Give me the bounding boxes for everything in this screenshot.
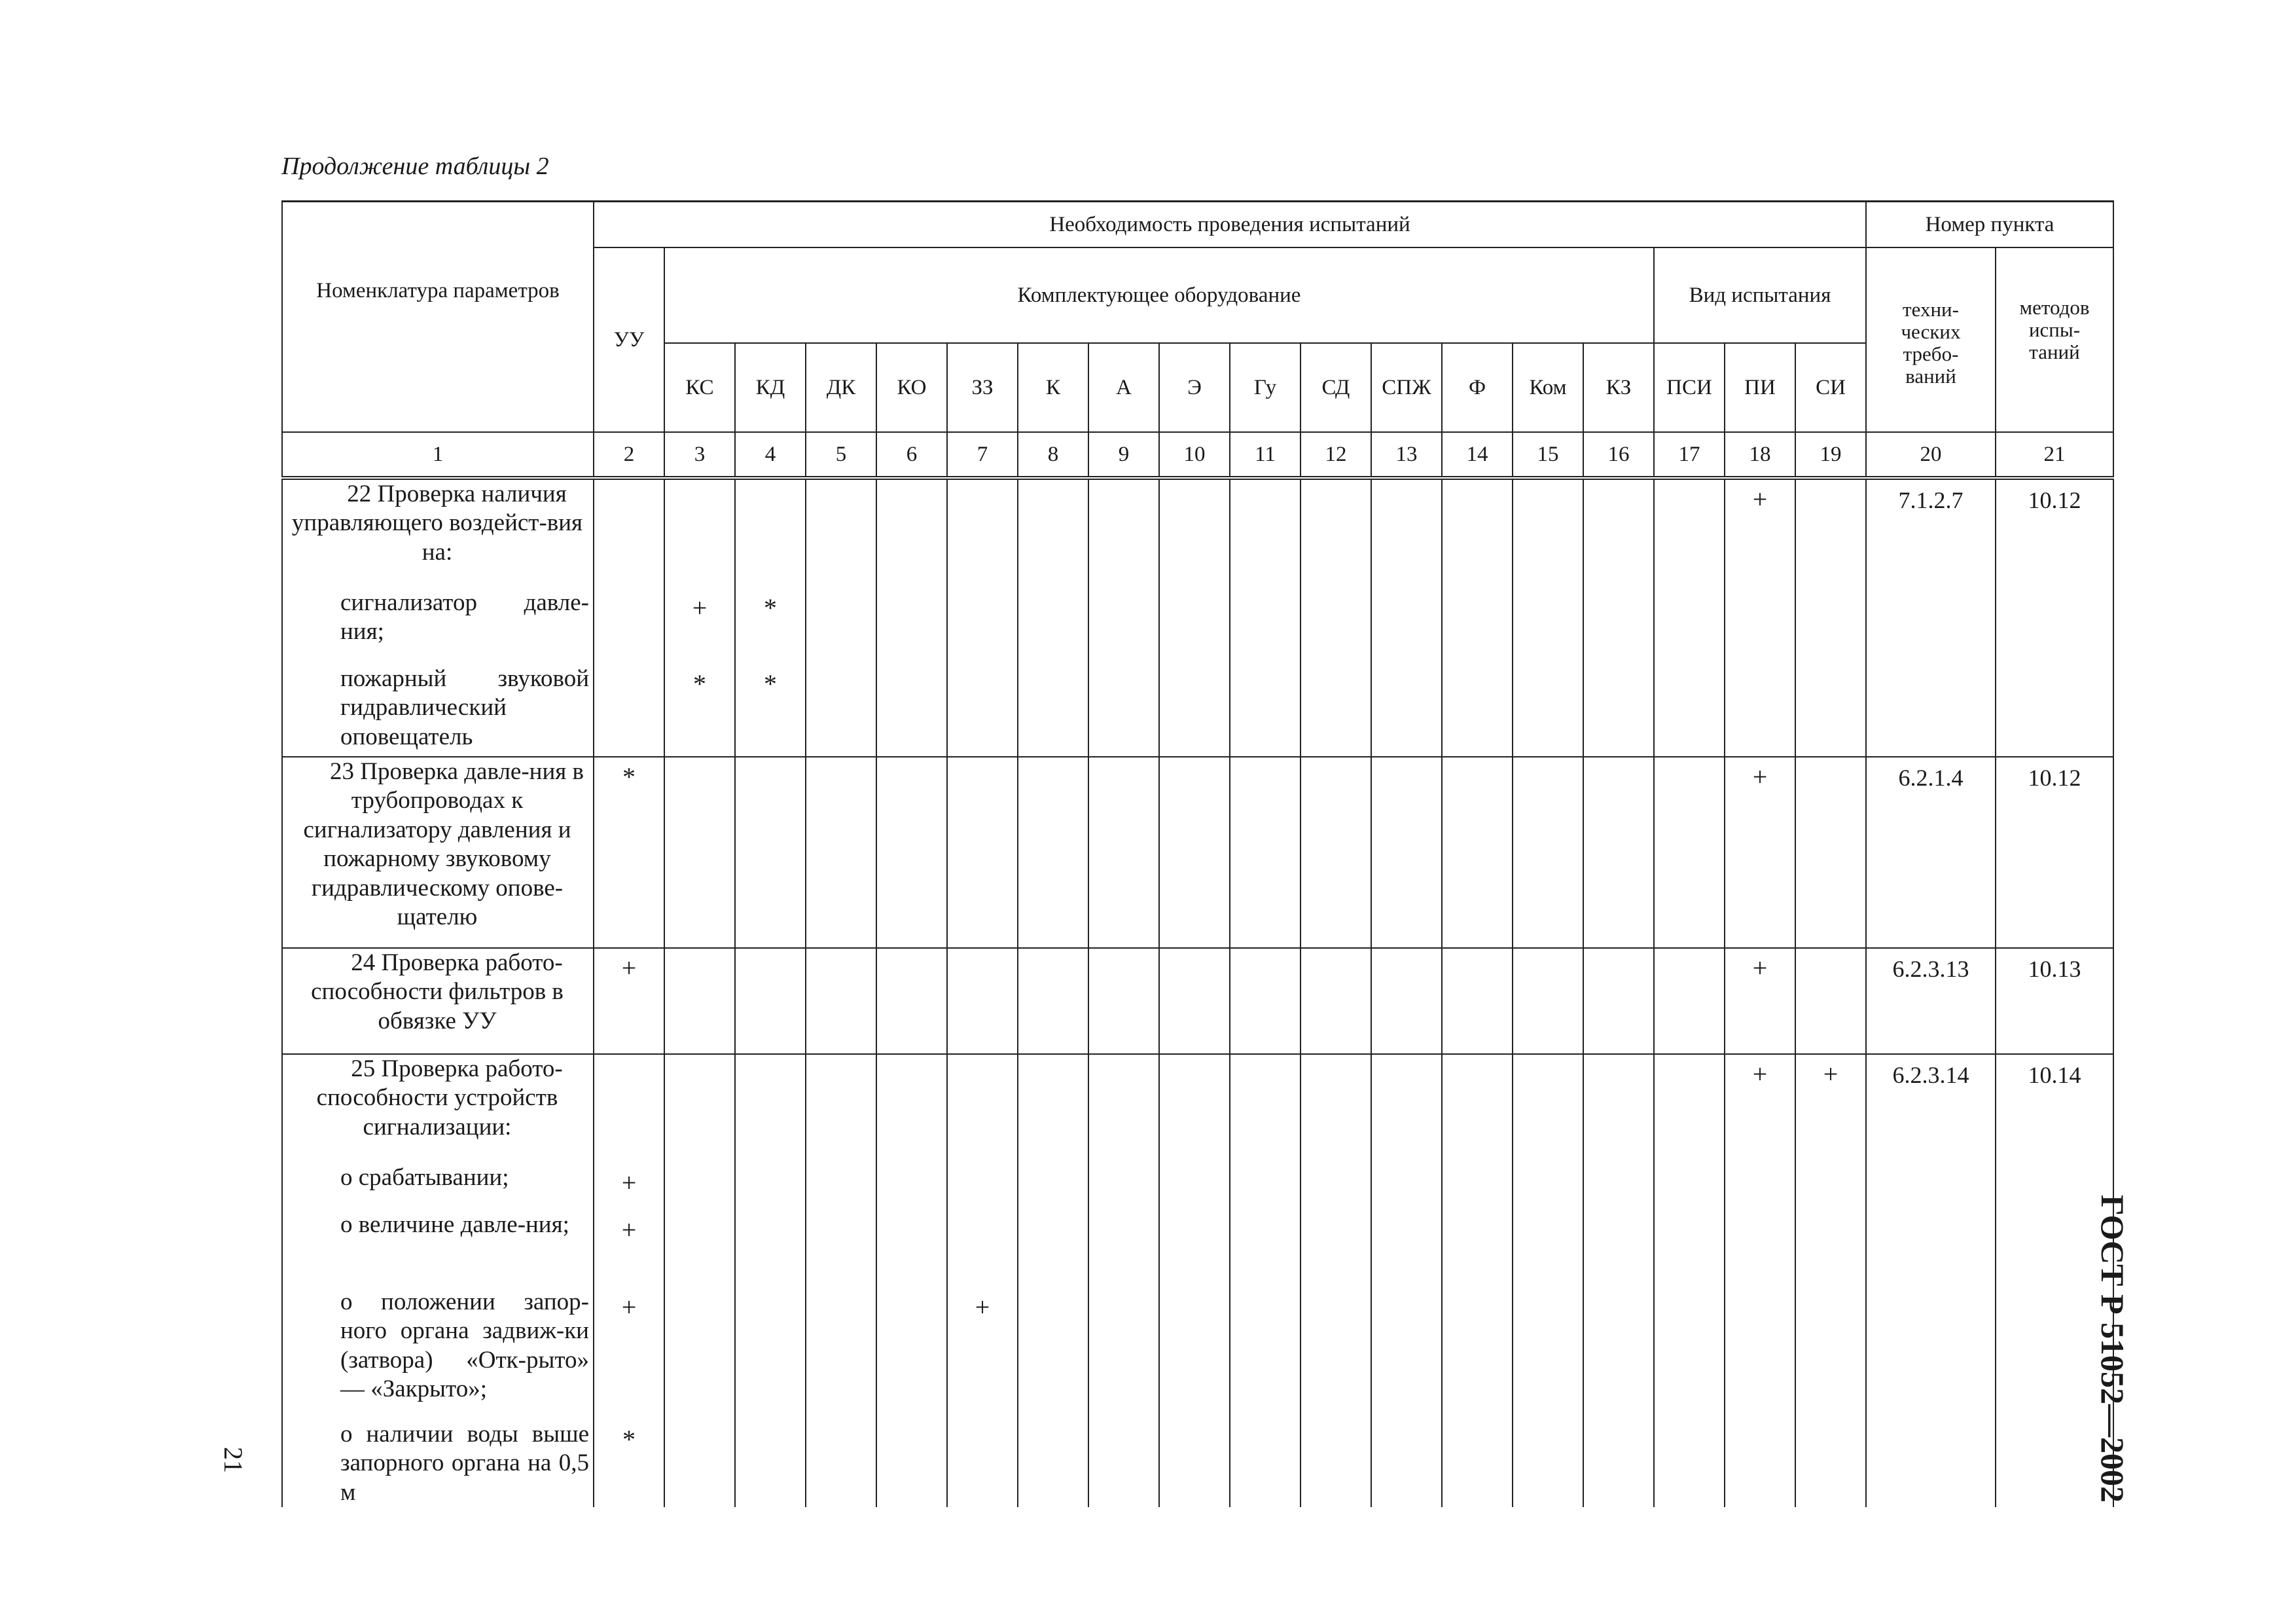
mark-cell-col-15 bbox=[1513, 589, 1583, 665]
mark-cell-col-14 bbox=[1442, 1054, 1513, 1163]
mark-cell-col-7 bbox=[947, 589, 1018, 665]
mark-cell-col-3 bbox=[664, 1163, 735, 1211]
mark-cell-col-18: + bbox=[1725, 1054, 1795, 1163]
tech-req-ref bbox=[1866, 1163, 1996, 1211]
table-row bbox=[282, 1163, 2113, 1211]
mark-cell-col-4 bbox=[735, 757, 806, 948]
tech-req-ref bbox=[1866, 1420, 1996, 1507]
mark-cell-col-13 bbox=[1371, 1288, 1442, 1420]
mark-cell-col-5 bbox=[806, 948, 876, 1054]
mark-cell-col-5 bbox=[806, 478, 876, 589]
mark-cell-col-18: + bbox=[1725, 478, 1795, 589]
parameter-name: 24 Проверка работо-способности фильтров в обвязке УУ bbox=[282, 948, 594, 1054]
tech-req-ref bbox=[1866, 1288, 1996, 1420]
mark-cell-col-8 bbox=[1018, 948, 1088, 1054]
col-header-component: Гу bbox=[1230, 343, 1300, 432]
col-header-test: ПИ bbox=[1725, 343, 1795, 432]
mark-cell-col-4 bbox=[735, 478, 806, 589]
mark-cell-col-17 bbox=[1654, 478, 1725, 589]
mark-cell-col-12 bbox=[1300, 757, 1371, 948]
mark-cell-col-13 bbox=[1371, 1163, 1442, 1211]
mark-cell-col-5 bbox=[806, 1211, 876, 1288]
mark-cell-col-7 bbox=[947, 1054, 1018, 1163]
test-method-ref: 10.14 bbox=[1996, 1054, 2113, 1163]
mark-cell-col-12 bbox=[1300, 1163, 1371, 1211]
mark-cell-col-10 bbox=[1159, 665, 1230, 757]
mark-cell-col-11 bbox=[1230, 1211, 1300, 1288]
mark-cell-col-6 bbox=[876, 1420, 947, 1507]
mark-cell-col-18 bbox=[1725, 1420, 1795, 1507]
col-header-component: СД bbox=[1300, 343, 1371, 432]
parameter-name: 25 Проверка работо-способности устройств сигнализации: bbox=[282, 1054, 594, 1163]
mark-cell-col-9 bbox=[1088, 1420, 1159, 1507]
mark-cell-col-10 bbox=[1159, 1211, 1230, 1288]
parameter-subitem: о наличии воды выше запорного органа на 0,5 м bbox=[282, 1420, 594, 1507]
mark-cell-col-12 bbox=[1300, 1288, 1371, 1420]
mark-cell-col-10 bbox=[1159, 757, 1230, 948]
mark-cell-col-14 bbox=[1442, 1211, 1513, 1288]
header-components: Комплектующее оборудование bbox=[664, 247, 1654, 343]
test-method-ref: 10.12 bbox=[1996, 757, 2113, 948]
col-header-component: ЗЗ bbox=[947, 343, 1018, 432]
mark-cell-col-7 bbox=[947, 665, 1018, 757]
mark-cell-col-9 bbox=[1088, 589, 1159, 665]
mark-cell-col-14 bbox=[1442, 1420, 1513, 1507]
mark-cell-col-6 bbox=[876, 1288, 947, 1420]
mark-cell-col-13 bbox=[1371, 589, 1442, 665]
test-method-ref bbox=[1996, 589, 2113, 665]
mark-cell-col-6 bbox=[876, 757, 947, 948]
mark-cell-col-7 bbox=[947, 948, 1018, 1054]
column-number: 1 bbox=[282, 432, 594, 478]
mark-cell-col-16 bbox=[1583, 1211, 1654, 1288]
mark-cell-col-8 bbox=[1018, 478, 1088, 589]
mark-cell-col-8 bbox=[1018, 665, 1088, 757]
mark-cell-col-17 bbox=[1654, 1054, 1725, 1163]
mark-cell-col-6 bbox=[876, 1211, 947, 1288]
mark-cell-col-9 bbox=[1088, 1054, 1159, 1163]
mark-cell-col-14 bbox=[1442, 1163, 1513, 1211]
mark-cell-col-10 bbox=[1159, 1288, 1230, 1420]
mark-cell-col-18 bbox=[1725, 665, 1795, 757]
mark-cell-col-2: * bbox=[594, 757, 664, 948]
column-number: 3 bbox=[664, 432, 735, 478]
mark-cell-col-3 bbox=[664, 1211, 735, 1288]
mark-cell-col-5 bbox=[806, 589, 876, 665]
mark-cell-col-17 bbox=[1654, 757, 1725, 948]
column-number: 19 bbox=[1795, 432, 1866, 478]
mark-cell-col-13 bbox=[1371, 665, 1442, 757]
mark-cell-col-14 bbox=[1442, 665, 1513, 757]
mark-cell-col-10 bbox=[1159, 478, 1230, 589]
mark-cell-col-2 bbox=[594, 478, 664, 589]
mark-cell-col-2 bbox=[594, 665, 664, 757]
mark-cell-col-16 bbox=[1583, 1420, 1654, 1507]
mark-cell-col-14 bbox=[1442, 478, 1513, 589]
table-row bbox=[282, 1420, 2113, 1507]
mark-cell-col-19 bbox=[1795, 1420, 1866, 1507]
mark-cell-col-16 bbox=[1583, 1054, 1654, 1163]
column-number: 7 bbox=[947, 432, 1018, 478]
test-method-ref: 10.12 bbox=[1996, 478, 2113, 589]
mark-cell-col-19 bbox=[1795, 1211, 1866, 1288]
mark-cell-col-6 bbox=[876, 948, 947, 1054]
mark-cell-col-18 bbox=[1725, 1288, 1795, 1420]
mark-cell-col-15 bbox=[1513, 757, 1583, 948]
mark-cell-col-11 bbox=[1230, 948, 1300, 1054]
mark-cell-col-9 bbox=[1088, 1211, 1159, 1288]
mark-cell-col-14 bbox=[1442, 589, 1513, 665]
column-number: 4 bbox=[735, 432, 806, 478]
parameter-subitem: пожарный звуковой гидравлический оповещатель bbox=[282, 665, 594, 757]
mark-cell-col-13 bbox=[1371, 1420, 1442, 1507]
mark-cell-col-8 bbox=[1018, 1288, 1088, 1420]
col-header-component: КО bbox=[876, 343, 947, 432]
test-method-ref: 10.13 bbox=[1996, 948, 2113, 1054]
mark-cell-col-5 bbox=[806, 1054, 876, 1163]
mark-cell-col-19 bbox=[1795, 665, 1866, 757]
col-header-component: ДК bbox=[806, 343, 876, 432]
document-title-vertical: ГОСТ Р 51052—2002 bbox=[2094, 1194, 2131, 1503]
mark-cell-col-15 bbox=[1513, 1288, 1583, 1420]
mark-cell-col-2: + bbox=[594, 1288, 664, 1420]
column-number: 6 bbox=[876, 432, 947, 478]
mark-cell-col-4: * bbox=[735, 589, 806, 665]
table-row bbox=[282, 948, 2113, 1054]
mark-cell-col-4 bbox=[735, 948, 806, 1054]
table-row bbox=[282, 1211, 2113, 1288]
mark-cell-col-8 bbox=[1018, 1211, 1088, 1288]
mark-cell-col-5 bbox=[806, 1420, 876, 1507]
table-row bbox=[282, 1054, 2113, 1163]
mark-cell-col-15 bbox=[1513, 478, 1583, 589]
mark-cell-col-6 bbox=[876, 1163, 947, 1211]
header-test-methods: методов испы- таний bbox=[1996, 247, 2113, 432]
tech-req-ref bbox=[1866, 665, 1996, 757]
header-necessity: Необходимость проведения испытаний bbox=[594, 202, 1866, 248]
test-requirements-table bbox=[281, 200, 2114, 1507]
mark-cell-col-9 bbox=[1088, 1288, 1159, 1420]
mark-cell-col-9 bbox=[1088, 948, 1159, 1054]
mark-cell-col-5 bbox=[806, 665, 876, 757]
header-uu: УУ bbox=[594, 247, 664, 432]
mark-cell-col-12 bbox=[1300, 1054, 1371, 1163]
mark-cell-col-4 bbox=[735, 1054, 806, 1163]
header-test-type: Вид испытания bbox=[1654, 247, 1866, 343]
mark-cell-col-17 bbox=[1654, 1288, 1725, 1420]
mark-cell-col-18 bbox=[1725, 1211, 1795, 1288]
tech-req-ref: 6.2.1.4 bbox=[1866, 757, 1996, 948]
mark-cell-col-7 bbox=[947, 478, 1018, 589]
mark-cell-col-16 bbox=[1583, 1163, 1654, 1211]
mark-cell-col-16 bbox=[1583, 589, 1654, 665]
parameter-subitem: о срабатывании; bbox=[282, 1163, 594, 1211]
tech-req-ref: 6.2.3.14 bbox=[1866, 1054, 1996, 1163]
tech-req-ref: 7.1.2.7 bbox=[1866, 478, 1996, 589]
mark-cell-col-3: + bbox=[664, 589, 735, 665]
mark-cell-col-12 bbox=[1300, 589, 1371, 665]
mark-cell-col-19: + bbox=[1795, 1054, 1866, 1163]
mark-cell-col-3 bbox=[664, 1288, 735, 1420]
page-number: 21 bbox=[219, 1447, 248, 1473]
mark-cell-col-16 bbox=[1583, 757, 1654, 948]
mark-cell-col-2: * bbox=[594, 1420, 664, 1507]
column-number: 17 bbox=[1654, 432, 1725, 478]
mark-cell-col-11 bbox=[1230, 757, 1300, 948]
mark-cell-col-8 bbox=[1018, 1054, 1088, 1163]
mark-cell-col-5 bbox=[806, 757, 876, 948]
mark-cell-col-16 bbox=[1583, 478, 1654, 589]
col-header-component: К bbox=[1018, 343, 1088, 432]
mark-cell-col-12 bbox=[1300, 1211, 1371, 1288]
col-header-component: Э bbox=[1159, 343, 1230, 432]
mark-cell-col-2: + bbox=[594, 1163, 664, 1211]
mark-cell-col-9 bbox=[1088, 478, 1159, 589]
mark-cell-col-15 bbox=[1513, 1211, 1583, 1288]
mark-cell-col-17 bbox=[1654, 948, 1725, 1054]
mark-cell-col-11 bbox=[1230, 589, 1300, 665]
mark-cell-col-15 bbox=[1513, 1163, 1583, 1211]
mark-cell-col-4 bbox=[735, 1211, 806, 1288]
mark-cell-col-11 bbox=[1230, 1420, 1300, 1507]
mark-cell-col-16 bbox=[1583, 1288, 1654, 1420]
mark-cell-col-7: + bbox=[947, 1288, 1018, 1420]
test-method-ref bbox=[1996, 665, 2113, 757]
mark-cell-col-8 bbox=[1018, 1420, 1088, 1507]
column-number: 13 bbox=[1371, 432, 1442, 478]
mark-cell-col-2: + bbox=[594, 948, 664, 1054]
mark-cell-col-4 bbox=[735, 1288, 806, 1420]
mark-cell-col-7 bbox=[947, 1163, 1018, 1211]
table-row bbox=[282, 478, 2113, 589]
mark-cell-col-18 bbox=[1725, 1163, 1795, 1211]
mark-cell-col-15 bbox=[1513, 1420, 1583, 1507]
mark-cell-col-7 bbox=[947, 1420, 1018, 1507]
mark-cell-col-4 bbox=[735, 1420, 806, 1507]
mark-cell-col-13 bbox=[1371, 1054, 1442, 1163]
mark-cell-col-10 bbox=[1159, 1054, 1230, 1163]
mark-cell-col-3 bbox=[664, 948, 735, 1054]
column-number: 10 bbox=[1159, 432, 1230, 478]
mark-cell-col-12 bbox=[1300, 1420, 1371, 1507]
mark-cell-col-17 bbox=[1654, 1420, 1725, 1507]
header-tech-req: техни- ческих требо- ваний bbox=[1866, 247, 1996, 432]
mark-cell-col-8 bbox=[1018, 757, 1088, 948]
mark-cell-col-11 bbox=[1230, 1054, 1300, 1163]
mark-cell-col-3: * bbox=[664, 665, 735, 757]
mark-cell-col-10 bbox=[1159, 1420, 1230, 1507]
table-row bbox=[282, 589, 2113, 665]
column-number: 16 bbox=[1583, 432, 1654, 478]
mark-cell-col-17 bbox=[1654, 665, 1725, 757]
mark-cell-col-9 bbox=[1088, 757, 1159, 948]
mark-cell-col-10 bbox=[1159, 589, 1230, 665]
mark-cell-col-11 bbox=[1230, 1288, 1300, 1420]
mark-cell-col-6 bbox=[876, 665, 947, 757]
table-caption: Продолжение таблицы 2 bbox=[281, 153, 549, 180]
header-item-number: Номер пункта bbox=[1866, 202, 2113, 248]
mark-cell-col-19 bbox=[1795, 948, 1866, 1054]
mark-cell-col-19 bbox=[1795, 1288, 1866, 1420]
mark-cell-col-3 bbox=[664, 757, 735, 948]
mark-cell-col-13 bbox=[1371, 1211, 1442, 1288]
mark-cell-col-17 bbox=[1654, 1211, 1725, 1288]
column-number: 11 bbox=[1230, 432, 1300, 478]
mark-cell-col-18: + bbox=[1725, 757, 1795, 948]
mark-cell-col-16 bbox=[1583, 665, 1654, 757]
mark-cell-col-9 bbox=[1088, 665, 1159, 757]
tech-req-ref bbox=[1866, 589, 1996, 665]
mark-cell-col-12 bbox=[1300, 478, 1371, 589]
mark-cell-col-3 bbox=[664, 1054, 735, 1163]
column-number: 5 bbox=[806, 432, 876, 478]
mark-cell-col-2 bbox=[594, 589, 664, 665]
col-header-component: КД bbox=[735, 343, 806, 432]
col-header-component: Ком bbox=[1513, 343, 1583, 432]
column-number: 15 bbox=[1513, 432, 1583, 478]
column-number: 14 bbox=[1442, 432, 1513, 478]
mark-cell-col-15 bbox=[1513, 665, 1583, 757]
table-row bbox=[282, 1288, 2113, 1420]
mark-cell-col-4 bbox=[735, 1163, 806, 1211]
column-number: 18 bbox=[1725, 432, 1795, 478]
col-header-component: КС bbox=[664, 343, 735, 432]
mark-cell-col-12 bbox=[1300, 948, 1371, 1054]
mark-cell-col-18: + bbox=[1725, 948, 1795, 1054]
column-number: 12 bbox=[1300, 432, 1371, 478]
col-header-component: КЗ bbox=[1583, 343, 1654, 432]
mark-cell-col-13 bbox=[1371, 478, 1442, 589]
mark-cell-col-10 bbox=[1159, 1163, 1230, 1211]
mark-cell-col-5 bbox=[806, 1163, 876, 1211]
mark-cell-col-15 bbox=[1513, 1054, 1583, 1163]
mark-cell-col-17 bbox=[1654, 1163, 1725, 1211]
mark-cell-col-10 bbox=[1159, 948, 1230, 1054]
mark-cell-col-6 bbox=[876, 478, 947, 589]
mark-cell-col-11 bbox=[1230, 1163, 1300, 1211]
header-nomenclature: Номенклатура параметров bbox=[282, 202, 594, 433]
mark-cell-col-3 bbox=[664, 478, 735, 589]
mark-cell-col-9 bbox=[1088, 1163, 1159, 1211]
mark-cell-col-17 bbox=[1654, 589, 1725, 665]
col-header-component: СПЖ bbox=[1371, 343, 1442, 432]
mark-cell-col-5 bbox=[806, 1288, 876, 1420]
column-number: 2 bbox=[594, 432, 664, 478]
mark-cell-col-12 bbox=[1300, 665, 1371, 757]
mark-cell-col-18 bbox=[1725, 589, 1795, 665]
tech-req-ref: 6.2.3.13 bbox=[1866, 948, 1996, 1054]
col-header-component: А bbox=[1088, 343, 1159, 432]
parameter-name: 23 Проверка давле-ния в трубопроводах к сигнализатору давления и пожарному звуковому гидравлическому опове-щателю bbox=[282, 757, 594, 948]
table-row bbox=[282, 757, 2113, 948]
mark-cell-col-11 bbox=[1230, 478, 1300, 589]
column-number: 8 bbox=[1018, 432, 1088, 478]
mark-cell-col-8 bbox=[1018, 589, 1088, 665]
column-number: 20 bbox=[1866, 432, 1996, 478]
parameter-name: 22 Проверка наличия управляющего воздейст-вия на: bbox=[282, 478, 594, 589]
mark-cell-col-14 bbox=[1442, 948, 1513, 1054]
parameter-subitem: о величине давле-ния; bbox=[282, 1211, 594, 1288]
mark-cell-col-11 bbox=[1230, 665, 1300, 757]
mark-cell-col-6 bbox=[876, 1054, 947, 1163]
mark-cell-col-8 bbox=[1018, 1163, 1088, 1211]
mark-cell-col-19 bbox=[1795, 589, 1866, 665]
col-header-test: СИ bbox=[1795, 343, 1866, 432]
table-row bbox=[282, 665, 2113, 757]
column-number: 21 bbox=[1996, 432, 2113, 478]
parameter-subitem: сигнализатор давле-ния; bbox=[282, 589, 594, 665]
mark-cell-col-7 bbox=[947, 757, 1018, 948]
mark-cell-col-19 bbox=[1795, 1163, 1866, 1211]
parameter-subitem: о положении запор-ного органа задвиж-ки (затвора) «Отк-рыто» — «Закрыто»; bbox=[282, 1288, 594, 1420]
mark-cell-col-19 bbox=[1795, 757, 1866, 948]
column-number: 9 bbox=[1088, 432, 1159, 478]
mark-cell-col-14 bbox=[1442, 1288, 1513, 1420]
mark-cell-col-4: * bbox=[735, 665, 806, 757]
mark-cell-col-3 bbox=[664, 1420, 735, 1507]
mark-cell-col-13 bbox=[1371, 757, 1442, 948]
mark-cell-col-14 bbox=[1442, 757, 1513, 948]
mark-cell-col-6 bbox=[876, 589, 947, 665]
mark-cell-col-16 bbox=[1583, 948, 1654, 1054]
mark-cell-col-2 bbox=[594, 1054, 664, 1163]
mark-cell-col-7 bbox=[947, 1211, 1018, 1288]
mark-cell-col-15 bbox=[1513, 948, 1583, 1054]
col-header-test: ПСИ bbox=[1654, 343, 1725, 432]
col-header-component: Ф bbox=[1442, 343, 1513, 432]
mark-cell-col-19 bbox=[1795, 478, 1866, 589]
mark-cell-col-13 bbox=[1371, 948, 1442, 1054]
tech-req-ref bbox=[1866, 1211, 1996, 1288]
mark-cell-col-2: + bbox=[594, 1211, 664, 1288]
